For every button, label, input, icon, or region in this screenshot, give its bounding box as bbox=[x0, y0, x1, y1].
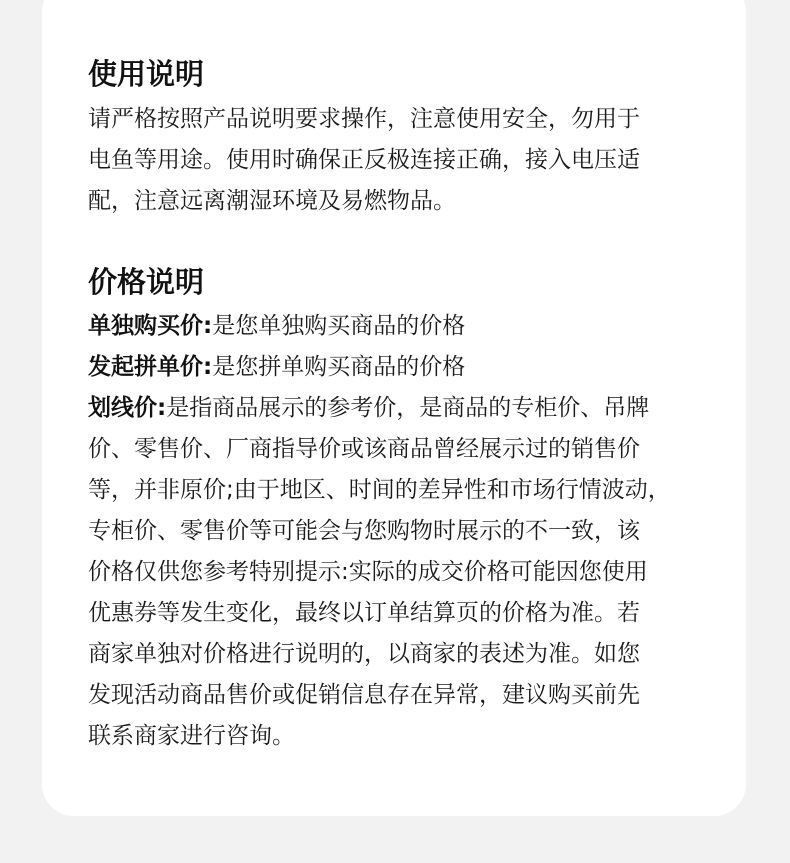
price-line: 专柜价、零售价等可能会与您购物时展示的不一致，该 bbox=[88, 518, 640, 544]
price-line: 发现活动商品售价或促销信息存在异常，建议购买前先 bbox=[88, 682, 640, 708]
price-description-list bbox=[88, 306, 708, 757]
term-strikethrough-price: 划线价: bbox=[88, 395, 167, 421]
term-group-price: 发起拼单价: bbox=[88, 354, 213, 380]
price-line bbox=[88, 388, 708, 429]
usage-title: 使用说明 bbox=[88, 57, 205, 91]
usage-line: 电鱼等用途。使用时确保正反极连接正确，接入电压适 bbox=[88, 147, 640, 173]
price-line bbox=[88, 306, 708, 347]
usage-description bbox=[88, 99, 708, 222]
definition-text: 是指商品展示的参考价，是商品的专柜价、吊牌 bbox=[166, 395, 650, 421]
price-line: 等，并非原价;由于地区、时间的差异性和市场行情波动， bbox=[88, 477, 671, 503]
price-line: 价格仅供您参考特别提示:实际的成交价格可能因您使用 bbox=[88, 559, 648, 585]
price-item-group bbox=[88, 347, 708, 388]
usage-line: 请严格按照产品说明要求操作，注意使用安全，勿用于 bbox=[88, 106, 640, 132]
price-line bbox=[88, 347, 708, 388]
definition-text: 是您拼单购买商品的价格 bbox=[212, 354, 466, 380]
price-item-strikethrough bbox=[88, 388, 708, 757]
term-single-price: 单独购买价: bbox=[88, 313, 213, 339]
price-title: 价格说明 bbox=[88, 265, 205, 299]
price-line: 商家单独对价格进行说明的，以商家的表述为准。如您 bbox=[88, 641, 640, 667]
usage-line: 配，注意远离潮湿环境及易燃物品。 bbox=[88, 188, 456, 214]
price-line: 价、零售价、厂商指导价或该商品曾经展示过的销售价 bbox=[88, 436, 640, 462]
price-line: 优惠券等发生变化，最终以订单结算页的价格为准。若 bbox=[88, 600, 640, 626]
price-line: 联系商家进行咨询。 bbox=[88, 723, 295, 749]
definition-text: 是您单独购买商品的价格 bbox=[212, 313, 466, 339]
price-item-single bbox=[88, 306, 708, 347]
